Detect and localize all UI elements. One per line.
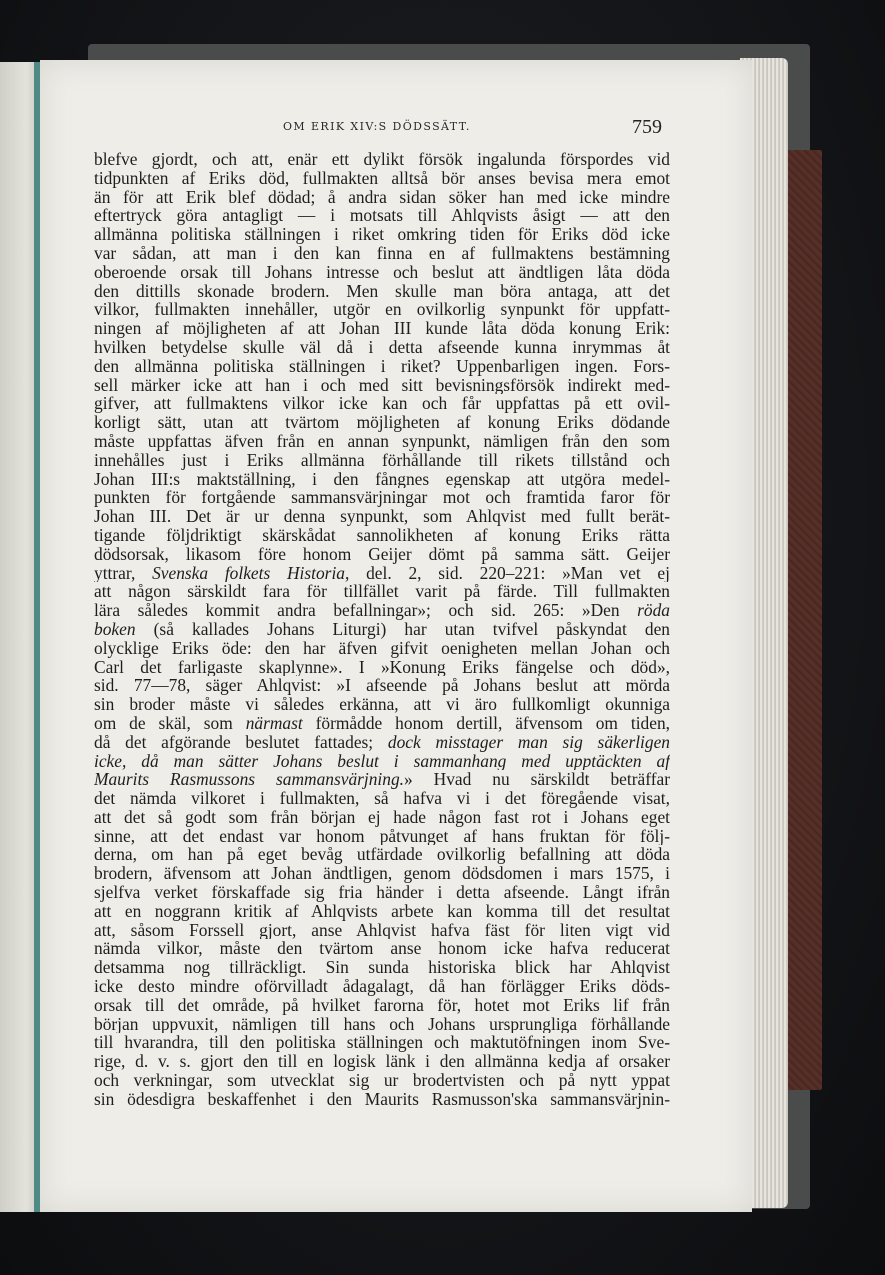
text-line [94, 282, 670, 301]
text-line [94, 470, 670, 489]
text-segment: sell märker icke att han i och med sitt bevisningsförsök indirekt med- [94, 375, 670, 395]
text-line [94, 545, 670, 564]
text-line [94, 789, 670, 808]
text-segment: var sådan, att man i den kan finna en af fullmaktens bestämning [94, 243, 670, 263]
text-line [94, 939, 670, 958]
text-line [94, 601, 670, 620]
text-segment: att, såsom Forssell gjort, anse Ahlqvist hafva fäst för liten vigt vid [94, 920, 670, 940]
text-segment: hvilken betydelse skulle väl då i detta afseende kunna inrymmas åt [94, 337, 670, 357]
text-line [94, 845, 670, 864]
italic-segment: dock misstager man sig säkerligen [387, 732, 670, 752]
text-line [94, 564, 670, 583]
text-line [94, 451, 670, 470]
text-segment: oberoende orsak till Johans intresse och beslut att ändtligen låta döda [94, 262, 670, 282]
running-head: OM ERIK XIV:S DÖDSSÄTT. [283, 120, 471, 133]
text-segment: tigande följdriktigt skärskådat sannolikheten af konung Eriks rätta [94, 525, 670, 545]
text-segment: ningen af möjligheten af att Johan III kunde låta döda konung Erik: [94, 319, 670, 338]
text-segment: än för att Erik blef dödad; å andra sidan söker han med icke mindre [94, 187, 670, 207]
text-line [94, 752, 670, 771]
text-line [94, 733, 670, 752]
text-line [94, 1071, 670, 1090]
text-line [94, 902, 670, 921]
text-segment: rige, d. v. s. gjort den till en logisk länk i den allmänna kedja af orsaker [94, 1052, 670, 1072]
text-line [94, 921, 670, 940]
text-line [94, 394, 670, 413]
text-line [94, 169, 670, 188]
text-segment: korligt sätt, utan att tvärtom möjligheten af konung Eriks dödande [94, 413, 670, 432]
text-line [94, 676, 670, 695]
text-line [94, 996, 670, 1015]
text-segment: (så kallades Johans Liturgi) har utan tvifvel påskyndat den [135, 619, 670, 639]
text-segment: vilkor, fullmakten innehåller, utgör en ovilkorlig synpunkt för uppfatt- [94, 300, 670, 320]
text-line [94, 225, 670, 244]
text-line [94, 338, 670, 357]
text-segment: och verkningar, som utvecklat sig ur brodertvisten och på nytt yppat [94, 1071, 670, 1090]
italic-segment: röda [637, 601, 670, 620]
text-segment: lära således kommit andra befallningar»; och sid. 265: »Den [94, 601, 638, 620]
text-segment: att det så godt som från början ej hade någon fast rot i Johans eget [94, 807, 670, 827]
text-line [94, 1033, 670, 1052]
text-line [94, 413, 670, 432]
text-line [94, 958, 670, 977]
italic-segment: boken [94, 619, 136, 639]
text-line [94, 319, 670, 338]
text-line [94, 1015, 670, 1034]
text-segment: måste uppfattas äfven från en annan synpunkt, nämligen från den som [94, 431, 670, 451]
text-line [94, 883, 670, 902]
text-line [94, 357, 670, 376]
text-segment: olycklige Eriks öde: den har äfven gifvit oenigheten mellan Johan och [94, 638, 670, 658]
text-line [94, 376, 670, 395]
text-segment: sid. 77—78, säger Ahlqvist: »I afseende på Johans beslut att mörda [94, 676, 670, 696]
text-segment: detsamma nog tillräckligt. Sin sunda historiska blick har Ahlqvist [94, 958, 670, 978]
text-segment: Johan III. Det är ur denna synpunkt, som Ahlqvist med fullt berät- [94, 507, 670, 526]
text-line [94, 263, 670, 282]
page-number: 759 [632, 116, 662, 138]
text-line [94, 206, 670, 225]
text-segment: till hvarandra, till den politiska ställningen och maktutöfningen inom Sve- [94, 1033, 670, 1053]
marbled-page-edge [786, 150, 822, 1090]
italic-segment: icke, då man sätter Johans beslut i sammanhang med upptäckten af [94, 751, 670, 771]
text-line [94, 827, 670, 846]
text-segment: brodern, äfvensom att Johan ändtligen, genom dödsdomen i mars 1575, i [94, 864, 670, 884]
text-segment: sin broder måste vi således erkänna, att vi äro fullkomligt okunniga [94, 695, 670, 714]
text-segment: , del. 2, sid. 220–221: »Man vet ej [344, 563, 670, 583]
text-segment: sinne, att det endast var honom påtvunget af hans fruktan för följ- [94, 826, 670, 846]
italic-segment: Svenska folkets Historia [152, 563, 345, 583]
text-segment: innehålles just i Eriks allmänna förhållande till rikets tillstånd och [94, 450, 670, 470]
text-segment: icke desto mindre oförvilladt ådagalagt, då han förlägger Eriks döds- [94, 977, 670, 996]
text-line [94, 658, 670, 677]
text-segment: Johan III:s maktställning, i den fångnes egenskap att utgöra medel- [94, 469, 670, 489]
text-segment: förmådde honom dertill, äfvensom om tiden, [302, 713, 670, 733]
text-line [94, 770, 670, 789]
text-line [94, 864, 670, 883]
text-segment: Carl det farligaste skaplynne». I »Konung Eriks fängelse och död», [94, 657, 670, 677]
text-segment: då det afgörande beslutet fattades; [94, 732, 388, 752]
body-text [94, 150, 670, 1109]
text-line [94, 488, 670, 507]
text-segment: den allmänna politiska ställningen i riket? Uppenbarligen ingen. Fors- [94, 356, 670, 376]
text-segment: början uppvuxit, nämligen till hans och Johans ursprungliga förhållande [94, 1014, 670, 1034]
text-segment: dödsorsak, likasom före honom Geijer dömt på samma sätt. Geijer [94, 544, 670, 564]
text-segment: derna, om han på eget bevåg utfärdade ovilkorlig befallning att döda [94, 845, 670, 865]
text-line [94, 1090, 670, 1109]
text-line [94, 977, 670, 996]
text-segment: nämda vilkor, måste den tvärtom anse honom icke hafva reducerat [94, 939, 670, 959]
text-segment: det nämda vilkoret i fullmakten, så hafva vi i det föregående visat, [94, 789, 670, 808]
text-segment: sin ödesdigra beskaffenhet i den Maurits Rasmusson'ska sammansvärjnin- [94, 1089, 670, 1109]
text-segment: punkten för fortgående sammansvärjningar mot och framtida faror för [94, 488, 670, 508]
text-segment: om de skäl, som [94, 713, 246, 733]
text-line [94, 150, 670, 169]
text-segment: att någon särskildt fara för tillfället varit på färde. Till fullmakten [94, 582, 670, 602]
text-line [94, 639, 670, 658]
text-segment: orsak till det område, på hvilket farorna för, hotet mot Eriks lif från [94, 995, 670, 1015]
text-line [94, 1052, 670, 1071]
text-line [94, 582, 670, 601]
italic-segment: Maurits Rasmussons sammansvärjning. [94, 770, 405, 790]
text-segment: eftertryck göra antagligt — i motsats till Ahlqvists åsigt — att den [94, 206, 670, 226]
text-segment: blefve gjordt, och att, enär ett dylikt försök ingalunda förspordes vid [94, 150, 670, 169]
text-line [94, 714, 670, 733]
text-line [94, 620, 670, 639]
text-segment: yttrar, [94, 563, 153, 583]
text-line [94, 432, 670, 451]
text-line [94, 526, 670, 545]
text-line [94, 188, 670, 207]
text-segment: sjelfva verket förskaffade sig fria händer i detta afseende. Långt ifrån [94, 883, 670, 902]
text-segment: gifver, att fullmaktens vilkor icke kan och får uppfattas på ett ovil- [94, 394, 670, 414]
text-line [94, 507, 670, 526]
italic-segment: närmast [245, 713, 303, 733]
text-line [94, 695, 670, 714]
text-segment: att en noggrann kritik af Ahlqvists arbete kan komma till det resultat [94, 901, 670, 921]
text-segment: » Hvad nu särskildt beträffar [404, 770, 670, 790]
text-segment: tidpunkten af Eriks död, fullmakten alltså bör anses bevisa mera emot [94, 168, 670, 188]
text-line [94, 300, 670, 319]
text-segment: den dittills skonade brodern. Men skulle man böra antaga, att det [94, 281, 670, 301]
text-line [94, 244, 670, 263]
text-segment: allmänna politiska ställningen i riket omkring tiden för Eriks död icke [94, 225, 670, 244]
text-line [94, 808, 670, 827]
